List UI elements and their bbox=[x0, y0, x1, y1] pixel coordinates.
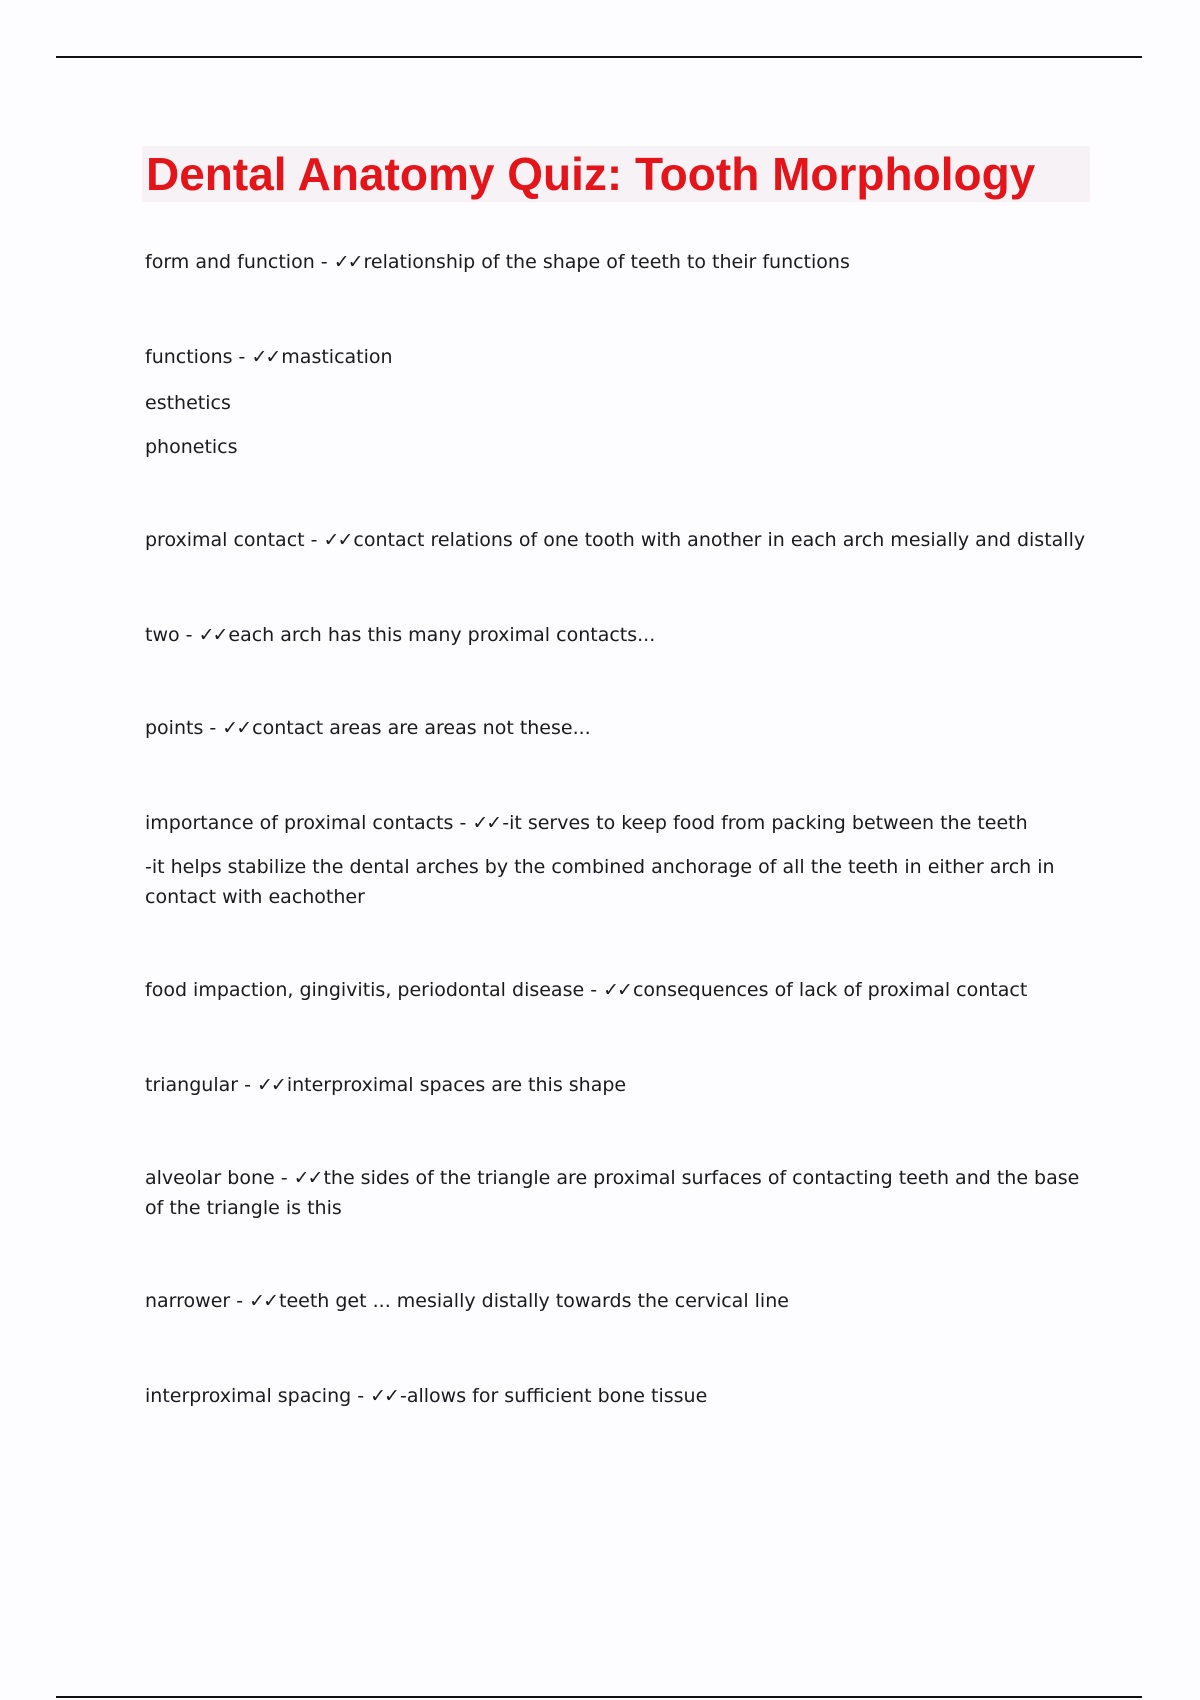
entry-separator: - bbox=[351, 1385, 371, 1407]
qa-entry bbox=[145, 1381, 1095, 1411]
entry-separator: - bbox=[274, 1167, 294, 1189]
entry-term: proximal contact bbox=[145, 529, 305, 551]
entry-term: two bbox=[145, 624, 180, 646]
entry-term: interproximal spacing bbox=[145, 1385, 352, 1407]
entry-definition: consequences of lack of proximal contact bbox=[632, 979, 1028, 1001]
entry-definition: -allows for sufficient bone tissue bbox=[399, 1385, 708, 1407]
entry-term: form and function bbox=[145, 251, 315, 273]
entry-separator: - bbox=[230, 1290, 250, 1312]
bottom-divider bbox=[56, 1696, 1142, 1698]
entry-definition: contact relations of one tooth with another in each arch mesially and distally bbox=[353, 529, 1086, 551]
entry-definition: contact areas are areas not these... bbox=[252, 717, 591, 739]
qa-entry bbox=[145, 808, 1095, 838]
entry-term: functions bbox=[145, 346, 233, 368]
entry-term: narrower bbox=[145, 1290, 231, 1312]
continuation-line: -it helps stabilize the dental arches by the combined anchorage of all the teeth in either arch in contact with eachother bbox=[145, 856, 1055, 908]
entry-term: food impaction, gingivitis, periodontal disease bbox=[145, 979, 585, 1001]
double-check-icon: ✓✓ bbox=[251, 346, 280, 368]
continuation-line: phonetics bbox=[145, 436, 238, 458]
entry-definition: teeth get ... mesially distally towards the cervical line bbox=[279, 1290, 789, 1312]
entry-term: points bbox=[145, 717, 204, 739]
double-check-icon: ✓✓ bbox=[370, 1385, 398, 1407]
entry-definition: -it serves to keep food from packing between the teeth bbox=[502, 812, 1028, 834]
entry-definition: each arch has this many proximal contacts... bbox=[228, 624, 656, 646]
entry-definition: relationship of the shape of teeth to their functions bbox=[363, 251, 850, 273]
entry-separator: - bbox=[304, 529, 324, 551]
entry-separator: - bbox=[203, 717, 223, 739]
qa-entry bbox=[145, 1163, 1095, 1223]
qa-entry bbox=[145, 525, 1095, 555]
document-title: Dental Anatomy Quiz: Tooth Morphology bbox=[146, 148, 1036, 200]
entry-definition: interproximal spaces are this shape bbox=[286, 1074, 627, 1096]
entry-term: importance of proximal contacts bbox=[145, 812, 454, 834]
entry-definition: mastication bbox=[281, 346, 393, 368]
double-check-icon: ✓✓ bbox=[257, 1074, 285, 1096]
entry-term: alveolar bone bbox=[145, 1167, 275, 1189]
double-check-icon: ✓✓ bbox=[333, 251, 362, 273]
double-check-icon: ✓✓ bbox=[472, 812, 501, 834]
entry-separator: - bbox=[238, 1074, 257, 1096]
double-check-icon: ✓✓ bbox=[323, 529, 352, 551]
entry-term: triangular bbox=[145, 1074, 239, 1096]
qa-entry bbox=[145, 620, 1095, 650]
double-check-icon: ✓✓ bbox=[249, 1290, 278, 1312]
qa-entry bbox=[145, 247, 1095, 277]
double-check-icon: ✓✓ bbox=[293, 1167, 322, 1189]
double-check-icon: ✓✓ bbox=[198, 624, 227, 646]
qa-entry bbox=[145, 342, 1095, 372]
top-divider bbox=[56, 56, 1142, 58]
qa-entry bbox=[145, 713, 1095, 743]
qa-entry bbox=[145, 975, 1095, 1005]
double-check-icon: ✓✓ bbox=[603, 979, 631, 1001]
entry-separator: - bbox=[584, 979, 604, 1001]
entry-separator: - bbox=[179, 624, 199, 646]
entry-separator: - bbox=[232, 346, 252, 368]
entry-separator: - bbox=[453, 812, 473, 834]
continuation-line: esthetics bbox=[145, 392, 231, 414]
entry-definition: the sides of the triangle are proximal surfaces of contacting teeth and the base of the triangle is this bbox=[145, 1167, 1080, 1219]
qa-entry bbox=[145, 1286, 1095, 1316]
entry-separator: - bbox=[314, 251, 334, 273]
double-check-icon: ✓✓ bbox=[222, 717, 251, 739]
qa-entry bbox=[145, 1070, 1095, 1100]
